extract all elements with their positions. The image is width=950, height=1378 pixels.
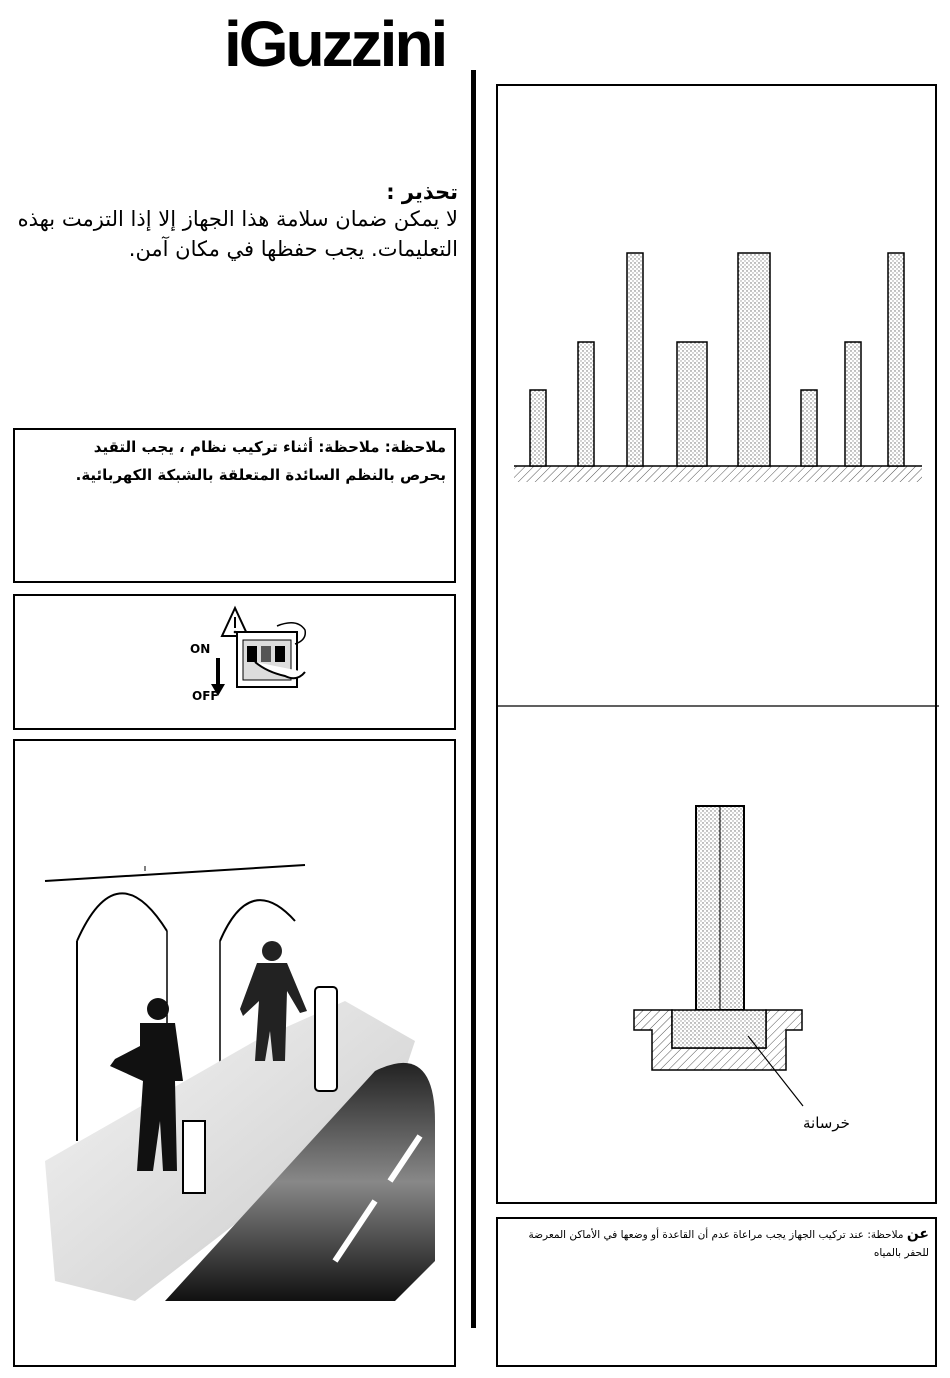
street-scene-box — [13, 739, 456, 1367]
electrical-note-line-1: ملاحظة: ملاحظة: أثناء تركيب نظام ، يجب التقيد — [93, 438, 446, 456]
electrical-note-box — [13, 428, 456, 583]
switch-diagram-box — [13, 594, 456, 730]
bottom-note-text — [504, 1225, 929, 1262]
bottom-note-line-1-text: ملاحظة: عند تركيب الجهاز يجب مراعاة عدم أن القاعدة أو وضعها في الأماكن المعرضة — [528, 1229, 904, 1241]
bollard-row — [530, 253, 904, 466]
bollard-heights-box — [496, 84, 937, 1204]
switch-illustration — [15, 596, 458, 732]
street-scene-illustration — [15, 741, 458, 1369]
switch-off-label: OFF — [192, 689, 219, 703]
switch-on-label: ON — [190, 642, 211, 656]
warning-title: تحذير : — [386, 180, 458, 204]
bottom-note-suffix: عن — [906, 1226, 929, 1242]
bottom-note-box — [496, 1217, 937, 1367]
bollard-installation-diagrams — [498, 86, 939, 1206]
brand-logo: iGuzzini — [224, 8, 446, 80]
column-divider — [471, 70, 476, 1328]
concrete-label: خرسانة — [803, 1114, 850, 1132]
warning-line-1: لا يمكن ضمان سلامة هذا الجهاز إلا إذا التزمت بهذه — [17, 207, 458, 231]
electrical-note-text — [16, 433, 446, 489]
bottom-note-line-1 — [504, 1225, 929, 1244]
warning-block — [8, 180, 458, 264]
electrical-note-line-2: بحرص بالنظم السائدة المتعلقة بالشبكة الكهربائية. — [75, 466, 446, 484]
bottom-note-line-2: للحفر بالمياه — [873, 1247, 929, 1259]
warning-line-2: التعليمات. يجب حفظها في مكان آمن. — [128, 237, 458, 261]
